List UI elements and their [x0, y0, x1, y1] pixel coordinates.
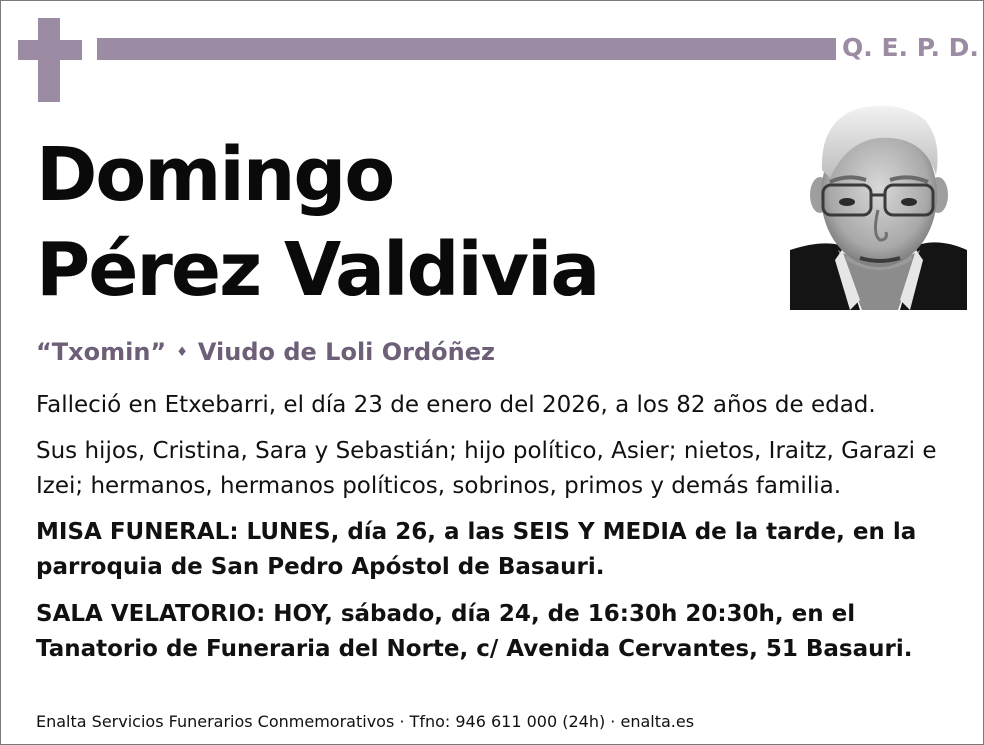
deceased-surnames: Pérez Valdivia: [36, 227, 599, 313]
death-announcement: Falleció en Etxebarri, el día 23 de enero del 2026, a los 82 años de edad.: [36, 392, 876, 418]
deceased-subtitle: [36, 338, 495, 366]
deceased-portrait: [790, 100, 967, 310]
wake-room-info: SALA VELATORIO: HOY, sábado, día 24, de 16:30h 20:30h, en el Tanatorio de Funeraria del Norte, c/ Avenida Cervantes, 51 Basauri.: [36, 601, 913, 662]
funeral-mass-info: MISA FUNERAL: LUNES, día 26, a las SEIS Y MEDIA de la tarde, en la parroquia de San Pedro Apóstol de Basauri.: [36, 519, 917, 580]
qepd-label: Q. E. P. D.: [842, 33, 979, 62]
widower-line: Viudo de Loli Ordóñez: [197, 338, 496, 366]
footer-contact: Enalta Servicios Funerarios Conmemorativos · Tfno: 946 611 000 (24h) · enalta.es: [36, 712, 695, 731]
diamond-separator-icon: ♦: [176, 345, 188, 360]
header-rule: [97, 38, 836, 60]
deceased-first-name: Domingo: [36, 132, 394, 218]
family-list: Sus hijos, Cristina, Sara y Sebastián; hijo político, Asier; nietos, Iraitz, Garazi e Izei; hermanos, hermanos políticos, sobrinos, primos y demás familia.: [36, 438, 937, 499]
nickname: “Txomin”: [36, 338, 167, 366]
cross-icon: [18, 18, 82, 102]
